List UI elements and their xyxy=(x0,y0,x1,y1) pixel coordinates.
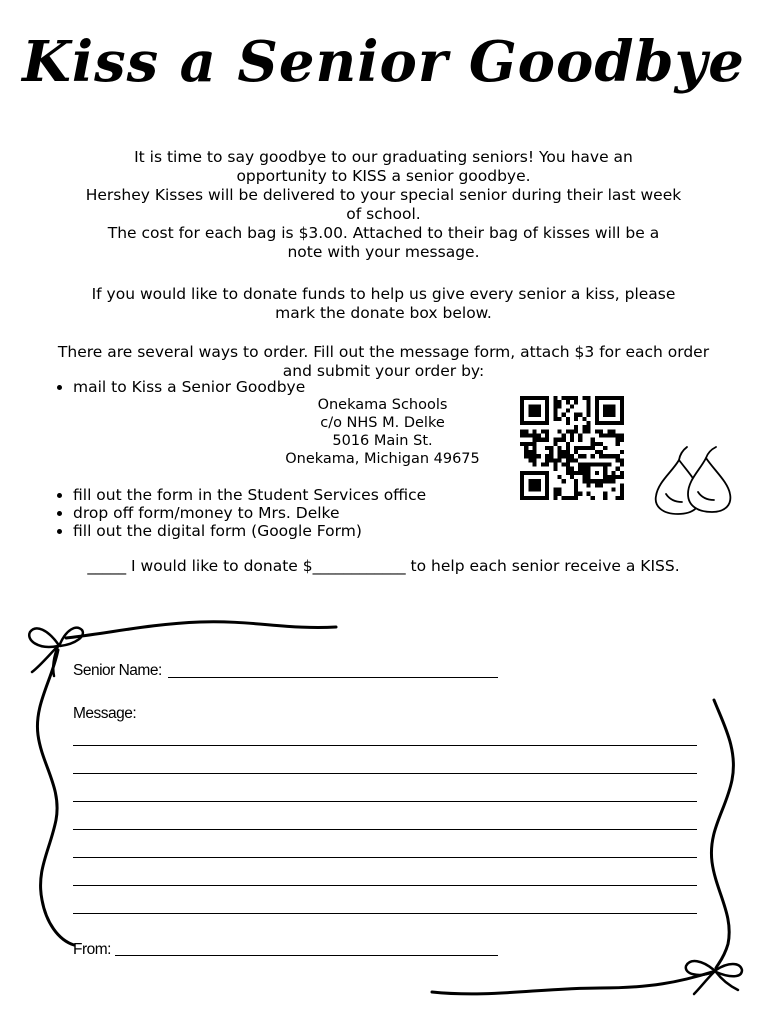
intro-line: of school. xyxy=(346,205,421,223)
intro-line: It is time to say goodbye to our graduating seniors! You have an xyxy=(134,148,633,166)
address-line: 5016 Main St. xyxy=(332,433,433,449)
message-line[interactable] xyxy=(73,829,697,830)
order-line: There are several ways to order. Fill out the message form, attach $3 for each order xyxy=(57,343,710,361)
order-option-list xyxy=(55,486,426,540)
mailing-address xyxy=(270,396,495,468)
message-label: Message: xyxy=(73,705,137,722)
hershey-kisses-icon xyxy=(652,444,734,518)
intro-line: opportunity to KISS a senior goodbye. xyxy=(236,167,531,185)
address-line: Onekama, Michigan 49675 xyxy=(285,451,480,467)
intro-line: The cost for each bag is $3.00. Attached to their bag of kisses will be a xyxy=(107,224,660,242)
message-line[interactable] xyxy=(73,773,697,774)
mail-option: • mail to Kiss a Senior Goodbye xyxy=(73,378,305,396)
message-line[interactable] xyxy=(73,857,697,858)
qr-code-icon[interactable] xyxy=(520,396,624,500)
message-line[interactable] xyxy=(73,801,697,802)
donation-text: I would like to donate $ xyxy=(126,557,313,575)
order-line: and submit your order by: xyxy=(282,362,485,380)
address-line: c/o NHS M. Delke xyxy=(320,415,445,431)
order-paragraph xyxy=(36,343,731,381)
address-line: Onekama Schools xyxy=(317,397,448,413)
message-line[interactable] xyxy=(73,913,697,914)
donate-line: If you would like to donate funds to help us give every senior a kiss, please xyxy=(91,285,676,303)
intro-line: note with your message. xyxy=(287,243,480,261)
mail-option-list xyxy=(55,378,305,396)
donate-line: mark the donate box below. xyxy=(275,304,492,322)
page-title: Kiss a Senior Goodbye xyxy=(22,29,745,95)
from-field[interactable] xyxy=(115,955,498,956)
intro-line: Hershey Kisses will be delivered to your special senior during their last week xyxy=(85,186,682,204)
message-line[interactable] xyxy=(73,885,697,886)
donate-paragraph xyxy=(36,285,731,323)
order-option: • drop off form/money to Mrs. Delke xyxy=(73,504,426,522)
message-line[interactable] xyxy=(73,745,697,746)
from-label: From: xyxy=(73,941,111,958)
donation-line xyxy=(0,556,767,576)
donate-checkbox-blank[interactable]: _____ xyxy=(87,557,127,575)
senior-name-label: Senior Name: xyxy=(73,662,162,679)
intro-paragraph xyxy=(36,148,731,262)
order-option: • fill out the form in the Student Services office xyxy=(73,486,426,504)
donation-amount-blank[interactable]: ____________ xyxy=(312,557,406,575)
donation-text: to help each senior receive a KISS. xyxy=(405,557,680,575)
senior-name-field[interactable] xyxy=(168,677,498,678)
order-option: • fill out the digital form (Google Form) xyxy=(73,522,426,540)
